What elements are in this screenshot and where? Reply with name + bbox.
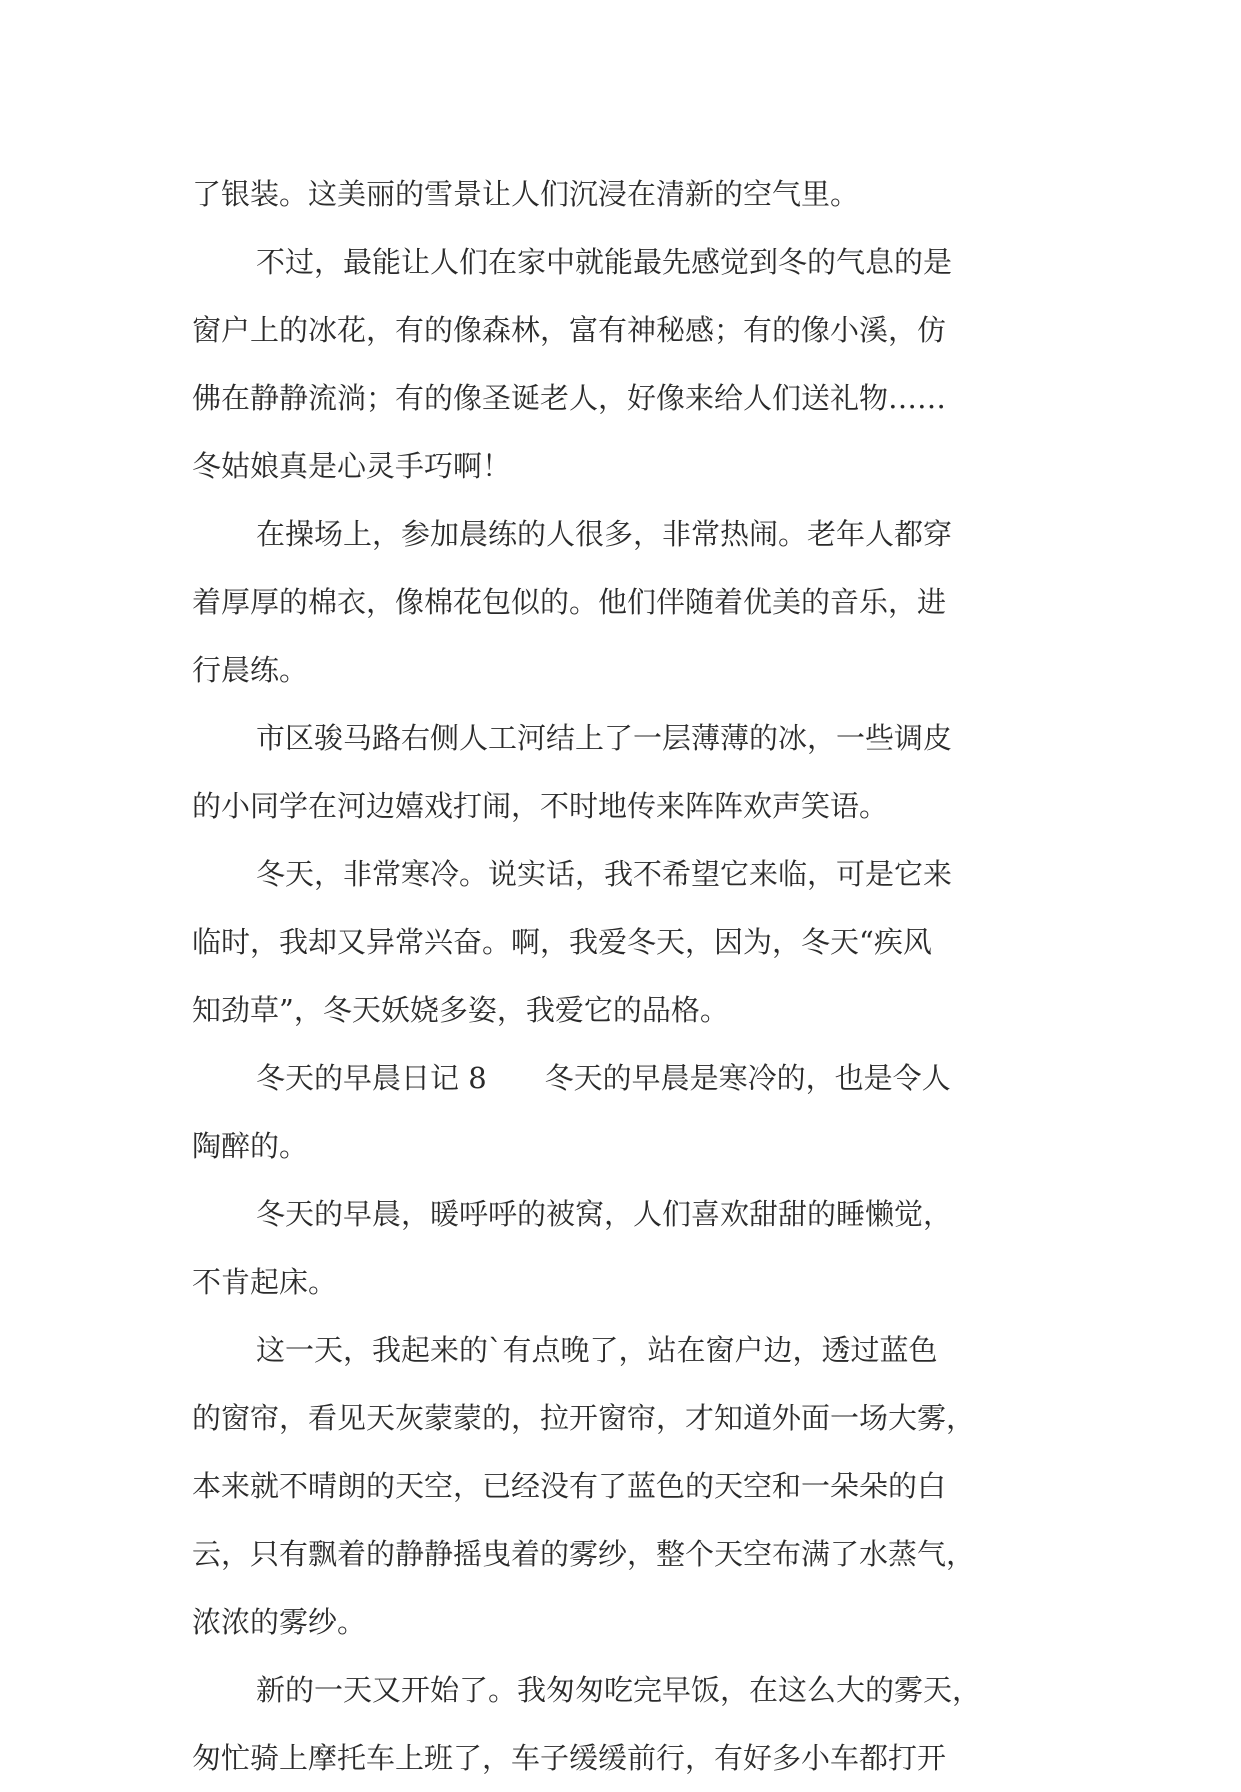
text-line: 云，只有飘着的静静摇曳着的雾纱，整个天空布满了水蒸气，: [192, 1537, 976, 1571]
text-line: 本来就不晴朗的天空，已经没有了蓝色的天空和一朵朵的白: [192, 1469, 947, 1503]
text-line: 着厚厚的棉衣，像棉花包似的。他们伴随着优美的音乐，进: [192, 585, 947, 619]
text-line: 窗户上的冰花，有的像森林，富有神秘感；有的像小溪，仿: [192, 313, 947, 347]
paragraph-first-line: 市区骏马路右侧人工河结上了一层薄薄的冰，一些调皮: [256, 721, 953, 755]
paragraph-first-line: 新的一天又开始了。我匆匆吃完早饭，在这么大的雾天，: [256, 1673, 982, 1707]
paragraph-first-line: 冬天的早晨日记 8 冬天的早晨是寒冷的，也是令人: [256, 1061, 951, 1095]
text-line: 浓浓的雾纱。: [192, 1605, 367, 1639]
text-line: 匆忙骑上摩托车上班了，车子缓缓前行，有好多小车都打开: [192, 1741, 947, 1775]
text-line: 的窗帘，看见天灰蒙蒙的，拉开窗帘，才知道外面一场大雾，: [192, 1401, 976, 1435]
text-line: 知劲草”，冬天妖娆多姿，我爱它的品格。: [192, 993, 729, 1027]
body-text: [192, 160, 1052, 1792]
text-line: 陶醉的。: [192, 1129, 309, 1163]
paragraph-first-line: 冬天，非常寒冷。说实话，我不希望它来临，可是它来: [256, 857, 953, 891]
paragraph-first-line: 这一天，我起来的`有点晚了，站在窗户边，透过蓝色: [256, 1333, 938, 1367]
text-line: 冬姑娘真是心灵手巧啊！: [192, 449, 512, 483]
text-line: 的小同学在河边嬉戏打闹，不时地传来阵阵欢声笑语。: [192, 789, 889, 823]
paragraph-first-line: 在操场上，参加晨练的人很多，非常热闹。老年人都穿: [256, 517, 953, 551]
text-line: 不肯起床。: [192, 1265, 338, 1299]
text-line: 行晨练。: [192, 653, 309, 687]
paragraph-first-line: 不过，最能让人们在家中就能最先感觉到冬的气息的是: [256, 245, 953, 279]
text-line: 了银装。这美丽的雪景让人们沉浸在清新的空气里。: [192, 177, 860, 211]
paragraph-first-line: 冬天的早晨，暖呼呼的被窝，人们喜欢甜甜的睡懒觉，: [256, 1197, 953, 1231]
text-line: 佛在静静流淌；有的像圣诞老人，好像来给人们送礼物……: [192, 381, 947, 415]
text-line: 临时，我却又异常兴奋。啊，我爱冬天，因为，冬天“疾风: [192, 925, 932, 959]
